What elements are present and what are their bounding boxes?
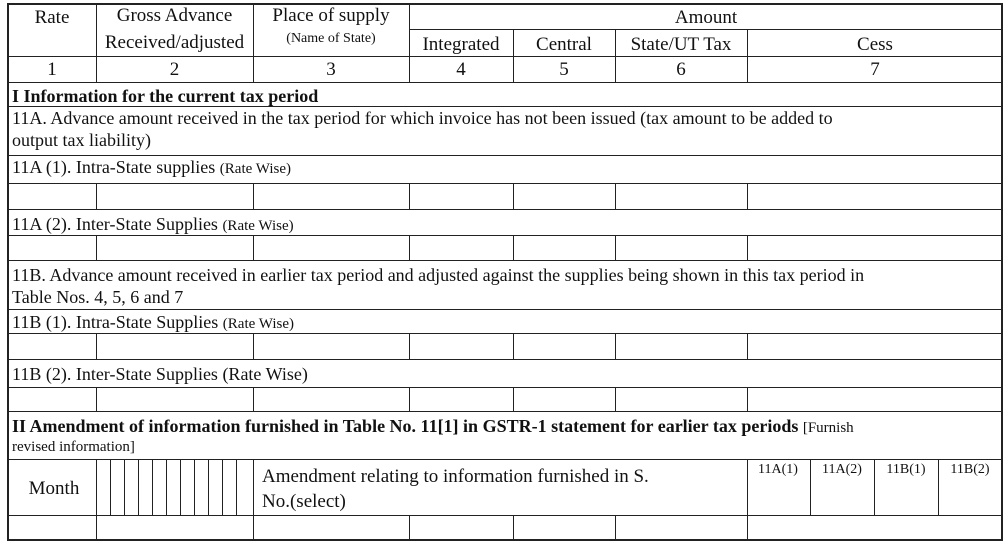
input-cell-amend-state[interactable] [615, 515, 747, 540]
month-label: Month [28, 478, 80, 499]
rate-header: Rate [34, 7, 70, 28]
amount-header: Amount [674, 7, 738, 28]
row-11b2-label: 11B (2). Inter-State Supplies (Rate Wise) [12, 364, 308, 384]
option-11a1[interactable]: 11A(1) [758, 462, 798, 477]
col-number-1: 1 [47, 59, 57, 80]
row-11b2-note: (Rate Wise) [222, 364, 308, 384]
section-2-title-line2: revised information] [12, 439, 135, 455]
section-2-title-note: [Furnish [802, 420, 854, 436]
col-number-2: 2 [169, 59, 180, 80]
input-cell-11a1-integrated[interactable] [409, 183, 513, 209]
month-input-boxes[interactable] [96, 459, 253, 515]
input-cell-amend-place[interactable] [253, 515, 409, 540]
input-cell-11a1-gross[interactable] [96, 183, 253, 209]
input-cell-amend-rate[interactable] [8, 515, 96, 540]
col-number-3: 3 [326, 59, 336, 80]
amendment-text-line1: Amendment relating to information furnished in S. [262, 466, 649, 487]
central-header: Central [536, 34, 592, 55]
place-of-supply-subheader: (Name of State) [286, 31, 376, 46]
row-11a2-label: 11A (2). Inter-State Supplies (Rate Wise) [12, 214, 294, 234]
input-cell-11a1-cess[interactable] [747, 183, 1003, 209]
option-11b2[interactable]: 11B(2) [950, 462, 990, 477]
input-cell-11b2-gross[interactable] [96, 387, 253, 411]
input-cell-11a2-gross[interactable] [96, 235, 253, 260]
input-cell-11b2-cess[interactable] [747, 387, 1003, 411]
input-cell-11b1-gross[interactable] [96, 333, 253, 359]
input-cell-amend-integrated[interactable] [409, 515, 513, 540]
option-11a2[interactable]: 11A(2) [822, 462, 862, 477]
state-ut-header: State/UT Tax [630, 34, 732, 55]
row-11a1-note: (Rate Wise) [219, 161, 291, 177]
col-number-7: 7 [870, 59, 880, 80]
row-11a1-label: 11A (1). Intra-State supplies (Rate Wise) [12, 157, 291, 177]
input-cell-11b1-cess[interactable] [747, 333, 1003, 359]
input-cell-11b2-state[interactable] [615, 387, 747, 411]
input-cell-11a1-rate[interactable] [8, 183, 96, 209]
input-cell-11a2-central[interactable] [513, 235, 615, 260]
input-cell-amend-central[interactable] [513, 515, 615, 540]
input-cell-11a2-integrated[interactable] [409, 235, 513, 260]
input-cell-11a2-cess[interactable] [747, 235, 1003, 260]
col-number-4: 4 [456, 59, 466, 80]
input-cell-11a1-place[interactable] [253, 183, 409, 209]
input-cell-11b2-rate[interactable] [8, 387, 96, 411]
input-cell-11a1-state[interactable] [615, 183, 747, 209]
integrated-header: Integrated [422, 34, 500, 55]
option-11b1[interactable]: 11B(1) [886, 462, 926, 477]
input-cell-11b2-place[interactable] [253, 387, 409, 411]
section-11a-desc-line2: output tax liability) [12, 130, 151, 150]
section-11a-desc-line1: 11A. Advance amount received in the tax period for which invoice has not been issued (tax amount to be added to [12, 108, 833, 128]
input-cell-11a2-state[interactable] [615, 235, 747, 260]
input-cell-11b1-state[interactable] [615, 333, 747, 359]
input-cell-11a2-rate[interactable] [8, 235, 96, 260]
gross-advance-header-line1: Gross Advance [116, 5, 233, 26]
col-number-6: 6 [676, 59, 686, 80]
input-cell-amend-cess[interactable] [747, 515, 1003, 540]
row-11b1-note: (Rate Wise) [222, 316, 294, 332]
input-cell-11b1-central[interactable] [513, 333, 615, 359]
input-cell-amend-gross[interactable] [96, 515, 253, 540]
cess-header: Cess [857, 34, 893, 55]
section-11b-desc-line2: Table Nos. 4, 5, 6 and 7 [12, 287, 184, 307]
input-cell-11b2-integrated[interactable] [409, 387, 513, 411]
input-cell-11a2-place[interactable] [253, 235, 409, 260]
input-cell-11b1-place[interactable] [253, 333, 409, 359]
col-number-5: 5 [559, 59, 569, 80]
input-cell-11a1-central[interactable] [513, 183, 615, 209]
place-of-supply-header: Place of supply [272, 5, 390, 26]
input-cell-11b1-rate[interactable] [8, 333, 96, 359]
gross-advance-header-line2: Received/adjusted [104, 32, 245, 53]
section-2-title-line1: II Amendment of information furnished in Table No. 11[1] in GSTR-1 statement for earlier tax periods [Furnish [12, 416, 854, 436]
section-1-title: I Information for the current tax period [12, 86, 319, 106]
input-cell-11b1-integrated[interactable] [409, 333, 513, 359]
input-cell-11b2-central[interactable] [513, 387, 615, 411]
row-11a2-note: (Rate Wise) [222, 218, 294, 234]
row-11b1-label: 11B (1). Intra-State Supplies (Rate Wise) [12, 312, 294, 332]
section-11b-desc-line1: 11B. Advance amount received in earlier tax period and adjusted against the supplies being shown in this tax period in [12, 265, 865, 285]
amendment-text-line2: No.(select) [262, 491, 346, 512]
